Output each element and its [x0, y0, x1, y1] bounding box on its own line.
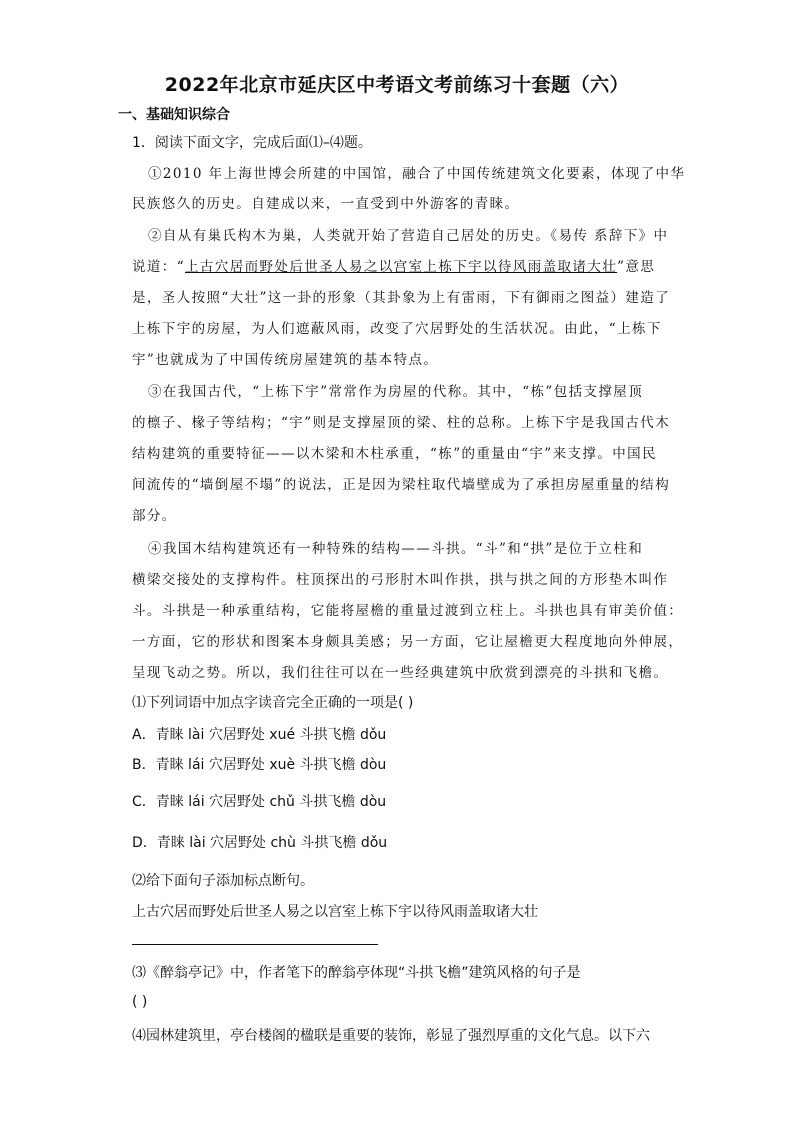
passage-line: [132, 255, 655, 275]
option-d[interactable]: D．青睐 lài 穴居野处 chù 斗拱飞檐 dǒu: [132, 835, 388, 851]
passage-line: 民族悠久的历史。自建成以来，一直受到中外游客的青睐。: [132, 196, 520, 212]
passage-line: 部分。: [132, 508, 177, 524]
passage-line: 呈现飞动之势。所以，我们往往可以在一些经典建筑中欣赏到漂亮的斗拱和飞檐。: [132, 665, 669, 681]
passage-line: 横梁交接处的支撑构件。柱顶探出的弓形肘木叫作拱，拱与拱之间的方形垫木叫作: [132, 572, 669, 588]
question-3-blank[interactable]: ( ): [132, 994, 148, 1010]
passage-line: 的檩子、椽子等结构；“宇”则是支撑屋顶的梁、柱的总称。上栋下宇是我国古代木: [132, 415, 671, 431]
answer-line[interactable]: [132, 944, 378, 945]
question-3-stem: ⑶《醉翁亭记》中，作者笔下的醉翁亭体现“斗拱飞檐”建筑风格的句子是: [132, 965, 581, 981]
question-1-stem: ⑴下列词语中加点字读音完全正确的一项是( ): [132, 695, 414, 711]
underlined-quote: 上古穴居而野处后世圣人易之以宫室上栋下宇以待风雨盖取诸大壮: [185, 259, 618, 275]
quote-open: 说道：“: [132, 259, 186, 275]
passage-line: 结构建筑的重要特征——以木梁和木柱承重，“栋”的重量由“宇”来支撑。中国民: [132, 446, 657, 462]
section-heading: 一、基础知识综合: [118, 107, 230, 123]
option-c[interactable]: C．青睐 lái 穴居野处 chǔ 斗拱飞檐 dòu: [132, 794, 387, 810]
passage-line: ②自从有巢氏构木为巢，人类就开始了营造自己居处的历史。《易传 系辞下》中: [148, 228, 669, 244]
passage-line: 一方面，它的形状和图案本身颇具美感；另一方面，它让屋檐更大程度地向外伸展，: [132, 634, 684, 650]
passage-line: 是，圣人按照“大壮”这一卦的形象（其卦象为上有雷雨，下有御雨之图益）建造了: [132, 290, 671, 306]
option-a[interactable]: A．青睐 lài 穴居野处 xué 斗拱飞檐 dǒu: [132, 727, 387, 743]
question-intro: 1．阅读下面文字，完成后面⑴–⑷题。: [132, 135, 372, 151]
page-title: 2022年北京市延庆区中考语文考前练习十套题（六）: [164, 74, 630, 96]
question-4-stem: ⑷园林建筑里，亭台楼阁的楹联是重要的装饰，彰显了强烈厚重的文化气息。以下六: [132, 1028, 650, 1044]
passage-line: 间流传的“墙倒屋不塌”的说法，正是因为梁柱取代墙壁成为了承担房屋重量的结构: [132, 477, 671, 493]
passage-line: 上栋下宇的房屋，为人们遮蔽风雨，改变了穴居野处的生活状况。由此，“上栋下: [132, 321, 662, 337]
passage-line: ④我国木结构建筑还有一种特殊的结构——斗拱。“斗”和“拱”是位于立柱和: [148, 541, 644, 557]
question-2-sentence: 上古穴居而野处后世圣人易之以宫室上栋下宇以待风雨盖取诸大壮: [132, 904, 538, 920]
passage-line: 斗。斗拱是一种承重结构，它能将屋檐的重量过渡到立柱上。斗拱也具有审美价值：: [132, 603, 684, 619]
quote-close: ”意思: [617, 259, 656, 275]
passage-line: ①2010 年上海世博会所建的中国馆，融合了中国传统建筑文化要素，体现了中华: [148, 166, 686, 182]
passage-line: 宇”也就成为了中国传统房屋建筑的基本特点。: [132, 352, 439, 368]
question-2-stem: ⑵给下面句子添加标点断句。: [132, 873, 314, 889]
passage-line: ③在我国古代，“上栋下宇”常常作为房屋的代称。其中，“栋”包括支撑屋顶: [148, 384, 644, 400]
option-b[interactable]: B．青睐 lái 穴居野处 xuè 斗拱飞檐 dòu: [132, 757, 387, 773]
